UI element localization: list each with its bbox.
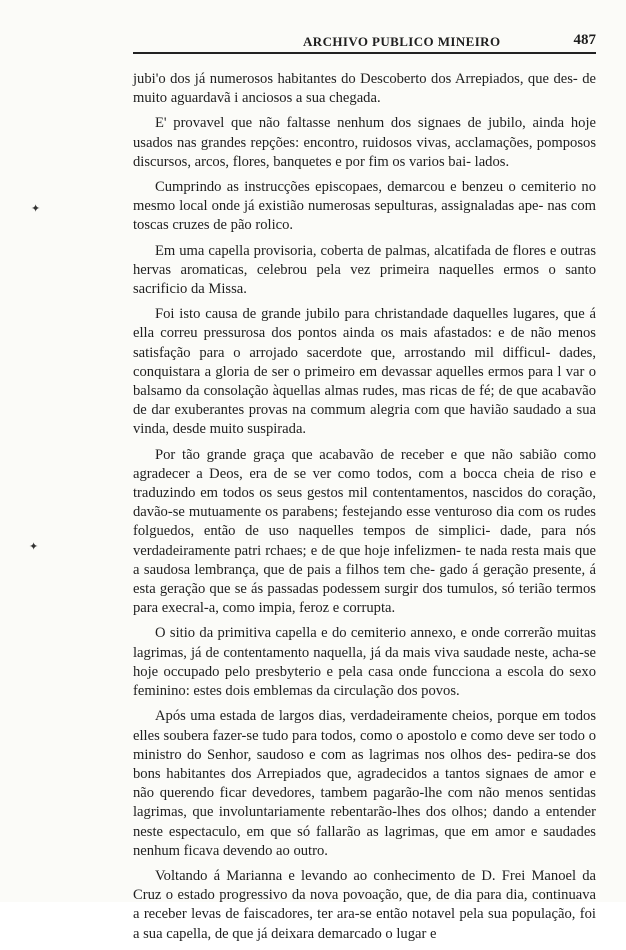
paragraph: Por tão grande graça que acabavão de receber e que não sabião como agradecer a Deos, era de se ver como todos, com a bocca cheia de riso e traduzindo em todos os seus gestos mil contentamentos, nascidos do coração, davão-se mutuamente os parabens; festejando esse venturoso dia com os rudes folguedos, então de uso naquelles tempos de simplici- dade, para nós verdadeiramente patri rchaes; e de que hoje infelizmen- te nada resta mais que a saudosa lembrança, que de pais a filhos tem che- gado á geração presente, á esta geração que se ás passadas podessem surgir dos tumulos, só terião termos para execral-a, como impia, feroz e corrupta. <box>133 446 596 617</box>
paragraph: Voltando á Marianna e levando ao conhecimento de D. Frei Manoel da Cruz o estado progressivo da nova povoação, que, de dia para dia, continuava a receber levas de faiscadores, ter ara-se então notavel pela sua população, foi a sua capella, de que já deixara demarcado o lugar e <box>133 867 596 942</box>
margin-mark-icon: ✦ <box>29 540 39 553</box>
margin-mark-icon: ✦ <box>31 202 41 215</box>
paragraph: Cumprindo as instrucções episcopaes, demarcou e benzeu o cemiterio no mesmo local onde já existião numerosas sepulturas, assignaladas ape- nas com toscas cruzes de pão rolico. <box>133 179 596 234</box>
paragraph: Em uma capella provisoria, coberta de palmas, alcatifada de flores e outras hervas aromaticas, celebrou pela vez primeira naquelles ermos o santo sacrificio da Missa. <box>133 242 596 298</box>
paragraph: E' provavel que não faltasse nenhum dos signaes de jubilo, ainda hoje usados nas grandes repções: encontro, ruidosos vivas, acclamações, pomposos discursos, arcos, flores, banquetes e por fim os varios bai- lados. <box>133 115 596 170</box>
paragraph: Foi isto causa de grande jubilo para christandade daquelles lugares, que á ella correu pressurosa dos pontos ainda os mais afastados: e de não menos satisfação para o arrojado sacerdote que, arrostando mil difficul- dades, conquistara a gloria de ser o primeiro em devassar aquelles ermos para l var o balsamo da consolação àquellas almas rudes, mas ricas de fé; de que acabavão de dar exuberantes provas na commum alegria com que havião saudado a sua vinda, desde muito suspirada. <box>133 306 596 438</box>
page-number: 487 <box>573 32 596 48</box>
paragraph: O sitio da primitiva capella e do cemiterio annexo, e onde correrão muitas lagrimas, já de contentamento naquella, já da mais viva saudade neste, acha-se hoje occupado pelo presbyterio e pela casa onde funcciona a escola do sexo feminino: estes dois emblemas da circulação dos povos. <box>133 625 596 700</box>
body-text <box>133 70 596 950</box>
running-title: ARCHIVO PUBLICO MINEIRO <box>303 34 501 49</box>
page-header <box>133 32 596 54</box>
paragraph: Após uma estada de largos dias, verdadeiramente cheios, porque em todos elles soubera fazer-se tudo para todos, como o apostolo e como deve ser todo o ministro do Senhor, saudoso e com as lagrimas nos olhos des- pedira-se dos bons habitantes dos Arrepiados que, agradecidos a tantos signaes de amor e não querendo ficar devedores, tambem pagarão-lhe com não menos sentidas lagrimas, que involuntariamente rebentarão-lhes dos olhos; dando a entender neste espectaculo, em que só fallarão as lagrimas, que em amor e saudades nenhum ficava devendo ao outro. <box>133 708 596 859</box>
header-rule <box>133 52 596 54</box>
paragraph-continuation: jubi'o dos já numerosos habitantes do Descoberto dos Arrepiados, que des- de muito aguardavã i anciosos a sua chegada. <box>133 71 596 107</box>
